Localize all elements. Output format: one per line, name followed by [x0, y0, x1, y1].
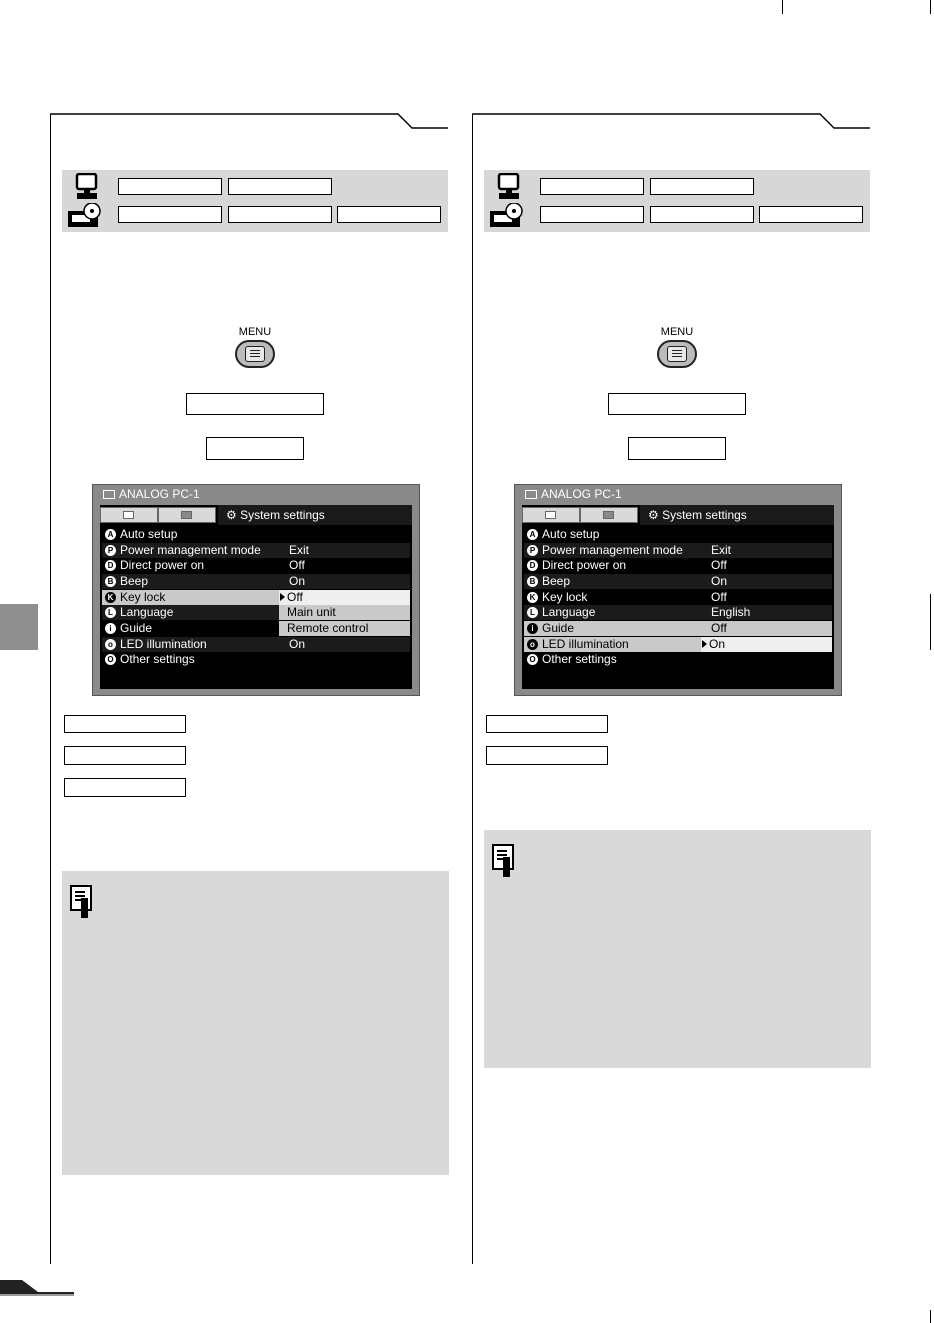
step-box: [608, 393, 746, 415]
source-box: [228, 178, 332, 195]
source-box: [759, 206, 863, 223]
corner-mark: [930, 0, 931, 14]
column-rule: [472, 114, 473, 1264]
menu-icon: [245, 346, 265, 362]
osd-tab[interactable]: [158, 507, 216, 523]
option-box: [64, 715, 186, 733]
menu-button-label: MENU: [660, 326, 694, 338]
video-player-icon: [488, 203, 524, 231]
osd-tab[interactable]: [100, 507, 158, 523]
page-number-tab: [0, 1278, 74, 1298]
note-icon: [70, 885, 94, 919]
pointer-icon: [280, 593, 285, 601]
option-box: [64, 778, 186, 797]
direct-power-icon: D: [105, 560, 116, 571]
osd-row-selected[interactable]: o LED illumination: [524, 637, 832, 652]
language-icon: L: [105, 607, 116, 618]
led-icon: o: [105, 639, 116, 650]
menu-button[interactable]: [235, 340, 275, 368]
computer-icon: [74, 173, 100, 201]
speaker-icon: B: [105, 576, 116, 587]
osd-tab-system-settings[interactable]: ⚙ System settings: [640, 505, 834, 525]
input-source-bar: [62, 170, 448, 232]
computer-icon: [496, 173, 522, 201]
osd-row[interactable]: D Direct power on Off: [524, 558, 832, 573]
dropdown-option[interactable]: Main unit: [279, 605, 410, 620]
speaker-icon: B: [527, 576, 538, 587]
source-box: [118, 206, 222, 223]
osd-row[interactable]: K Key lock Off: [524, 590, 832, 605]
auto-setup-icon: A: [105, 529, 116, 540]
menu-icon: [667, 346, 687, 362]
osd-row[interactable]: O Other settings: [102, 652, 410, 667]
option-box: [486, 746, 608, 765]
other-settings-icon: O: [105, 654, 116, 665]
corner-mark: [930, 594, 931, 650]
osd-tab[interactable]: [580, 507, 638, 523]
dropdown-option-selected[interactable]: Off: [279, 590, 410, 605]
osd-panel: [522, 505, 834, 689]
osd-row[interactable]: i Guide: [102, 621, 410, 636]
pc-icon: [103, 490, 115, 499]
menu-button-label: MENU: [238, 326, 272, 338]
corner-mark: [930, 1310, 931, 1323]
osd-row-selected[interactable]: K Key lock: [102, 590, 410, 605]
option-box: [64, 746, 186, 765]
language-icon: L: [527, 607, 538, 618]
video-player-icon: [66, 203, 102, 231]
auto-setup-icon: A: [527, 529, 538, 540]
dropdown-option-selected[interactable]: On: [701, 637, 832, 652]
osd-row[interactable]: o LED illumination On: [102, 637, 410, 652]
square-icon: [123, 511, 134, 519]
pointer-icon: [702, 640, 707, 648]
osd-title: ANALOG PC-1: [525, 487, 622, 501]
osd-row[interactable]: D Direct power on Off: [102, 558, 410, 573]
power-icon: P: [527, 545, 538, 556]
osd-row[interactable]: O Other settings: [524, 652, 832, 667]
osd-row[interactable]: B Beep On: [102, 574, 410, 589]
power-icon: P: [105, 545, 116, 556]
step-box: [206, 437, 304, 460]
note-box: [62, 871, 449, 1175]
osd-row[interactable]: B Beep On: [524, 574, 832, 589]
lock-icon: K: [105, 592, 116, 603]
note-icon: [492, 844, 516, 878]
option-box: [486, 715, 608, 733]
lock-icon: K: [527, 592, 538, 603]
osd-menu-screen: [92, 484, 420, 696]
osd-row[interactable]: L Language: [102, 605, 410, 620]
osd-row[interactable]: A Auto setup: [524, 527, 832, 542]
direct-power-icon: D: [527, 560, 538, 571]
led-icon: o: [527, 639, 538, 650]
osd-row[interactable]: L Language English: [524, 605, 832, 620]
menu-button[interactable]: [657, 340, 697, 368]
source-box: [337, 206, 441, 223]
osd-menu-screen: [514, 484, 842, 696]
info-icon: i: [527, 623, 538, 634]
other-settings-icon: O: [527, 654, 538, 665]
osd-row[interactable]: A Auto setup: [102, 527, 410, 542]
info-icon: i: [105, 623, 116, 634]
section-heading-rule: [50, 112, 450, 132]
dropdown-option[interactable]: Remote control: [279, 621, 410, 636]
source-box: [540, 206, 644, 223]
section-heading-rule: [472, 112, 872, 132]
step-box: [628, 437, 726, 460]
osd-row[interactable]: P Power management mode Exit: [524, 543, 832, 558]
osd-tabs: [522, 505, 834, 525]
source-box: [118, 178, 222, 195]
source-box: [228, 206, 332, 223]
osd-row-guide[interactable]: i Guide Off: [524, 621, 832, 636]
corner-mark: [782, 0, 783, 14]
source-box: [540, 178, 644, 195]
note-box: [484, 830, 871, 1068]
osd-tabs: [100, 505, 412, 525]
input-source-bar: [484, 170, 870, 232]
osd-row[interactable]: P Power management mode Exit: [102, 543, 410, 558]
osd-title: ANALOG PC-1: [103, 487, 200, 501]
osd-panel: [100, 505, 412, 689]
square-icon: [603, 511, 614, 519]
square-icon: [181, 511, 192, 519]
step-box: [186, 393, 324, 415]
source-box: [650, 206, 754, 223]
osd-tab-system-settings[interactable]: ⚙ System settings: [218, 505, 412, 525]
chapter-tab: [0, 604, 38, 650]
source-box: [650, 178, 754, 195]
square-icon: [545, 511, 556, 519]
pc-icon: [525, 490, 537, 499]
osd-tab[interactable]: [522, 507, 580, 523]
column-rule: [50, 114, 51, 1264]
